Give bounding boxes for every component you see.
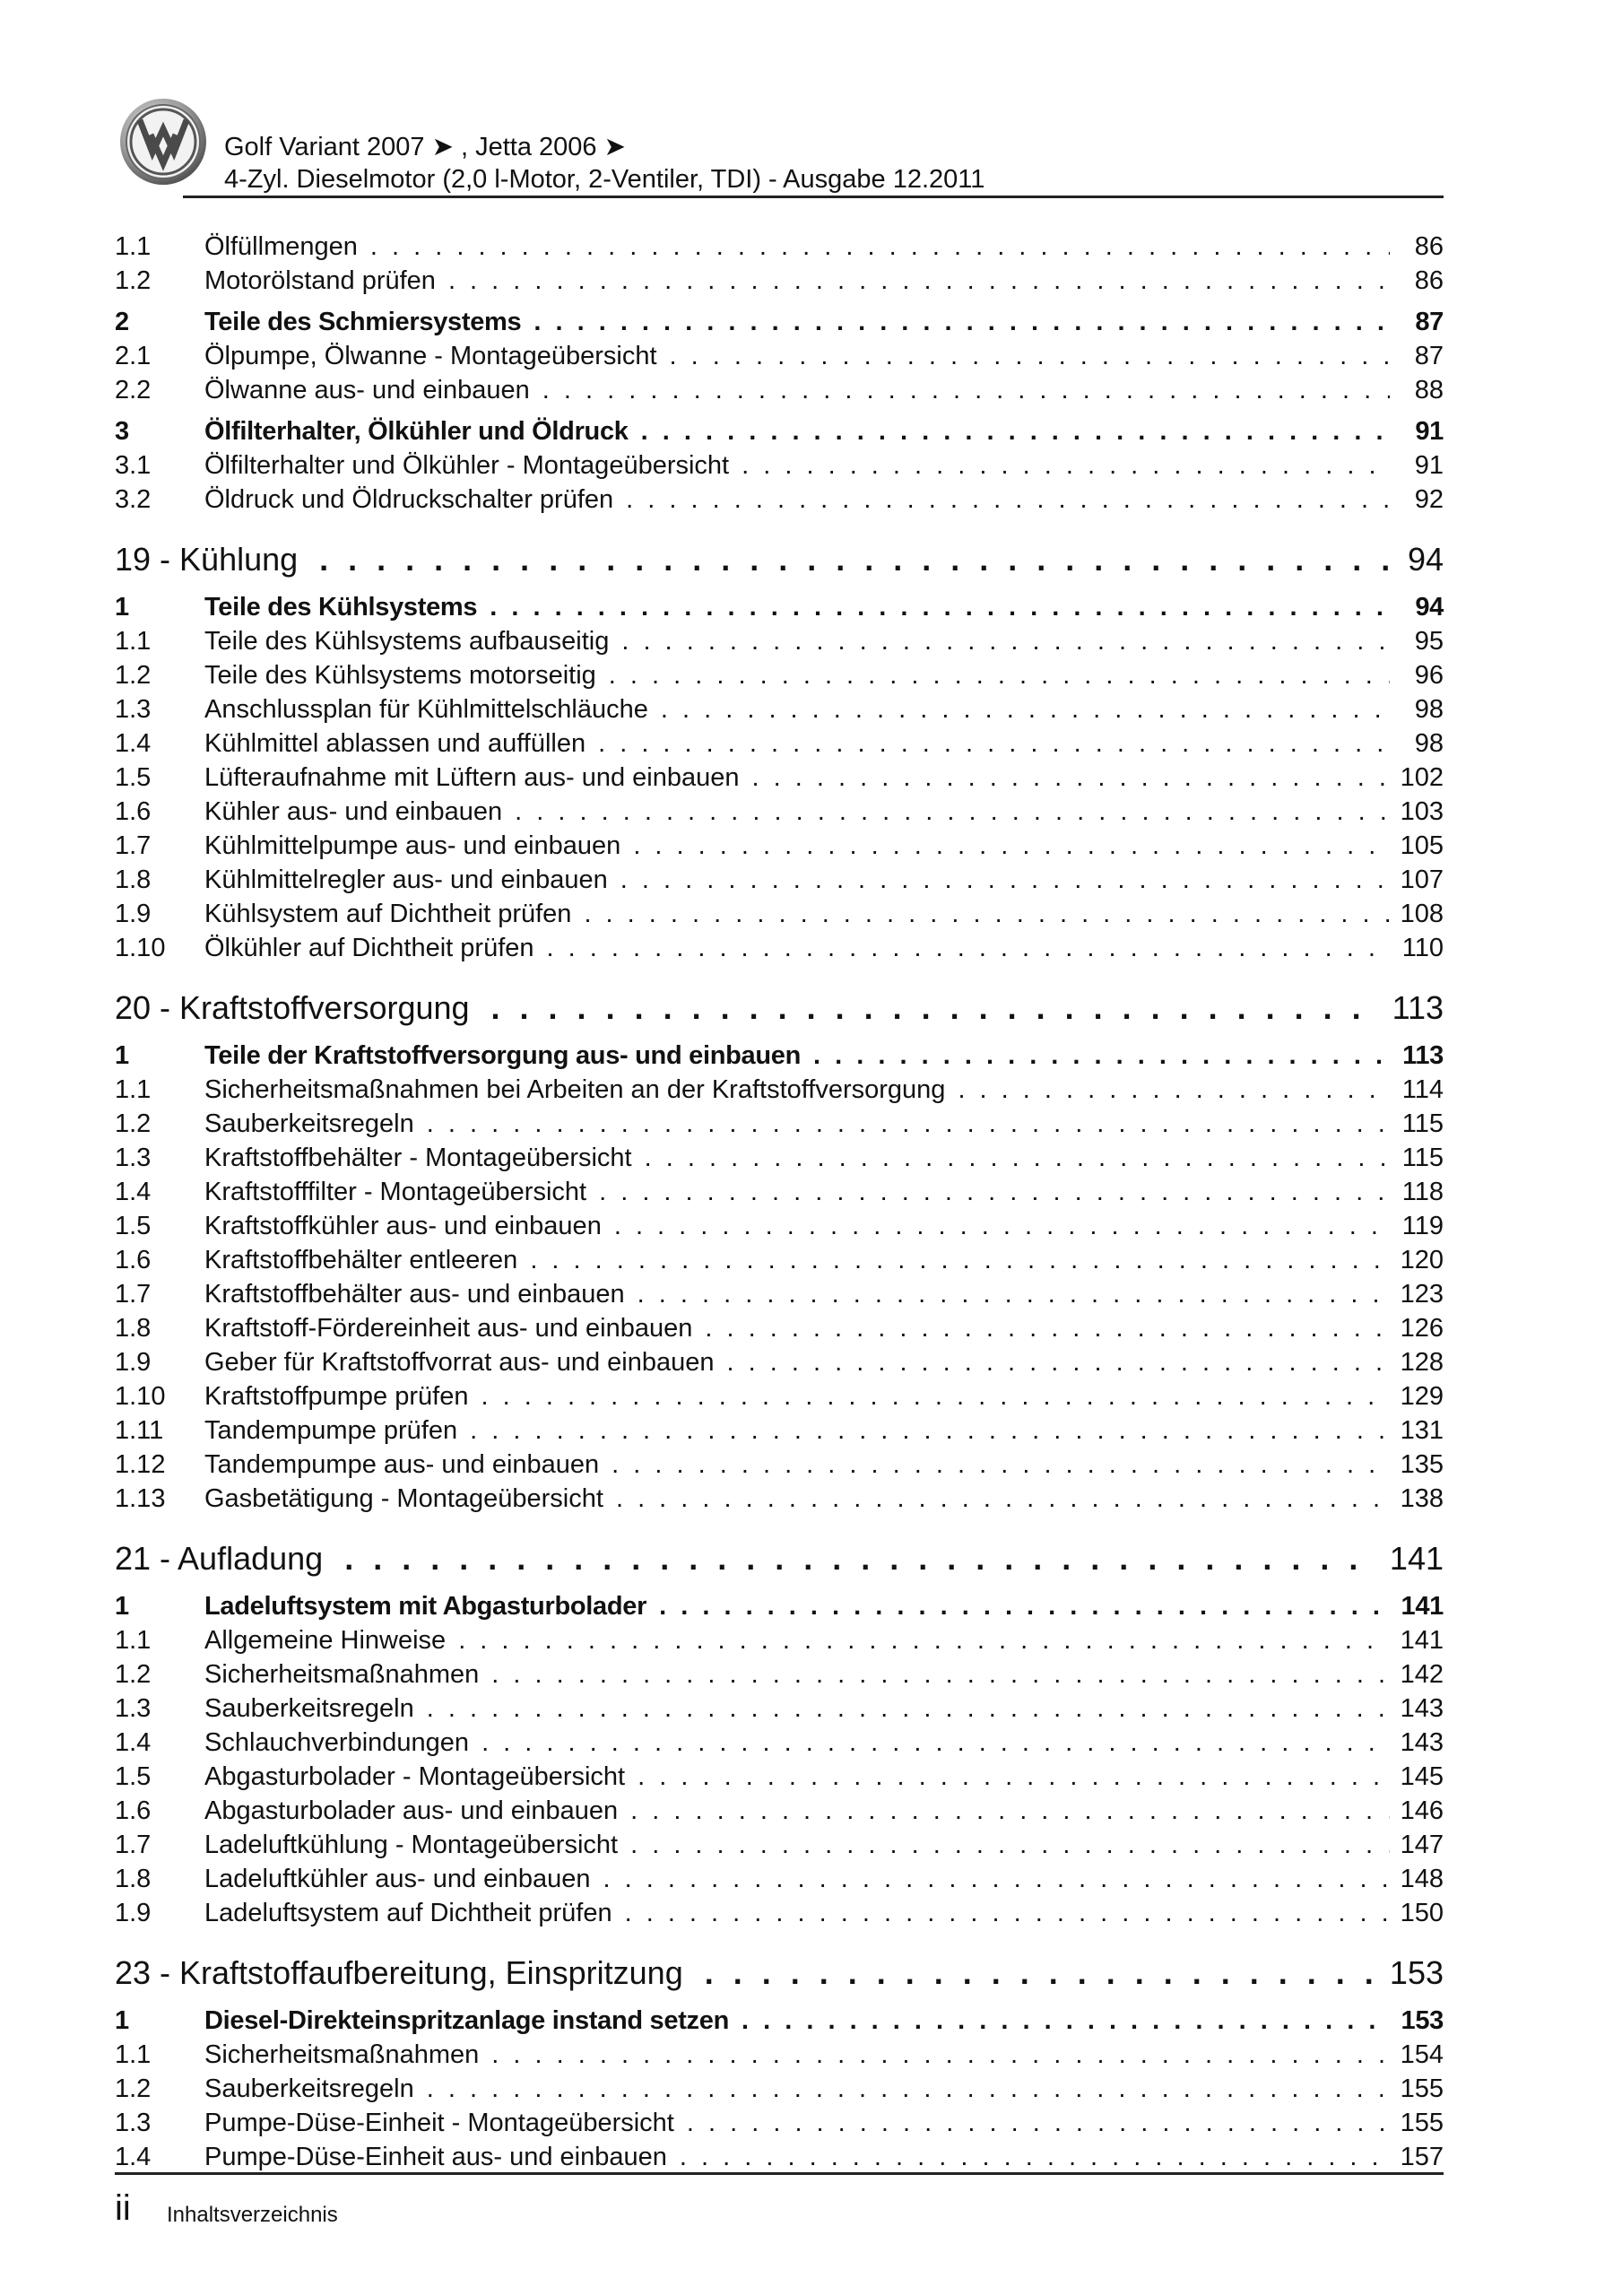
dot-leader — [609, 658, 1390, 692]
toc-entry-title: Teile des Kühlsystems motorseitig — [204, 661, 596, 690]
toc-entry[interactable] — [115, 1345, 1444, 1379]
toc-entry-number: 1.3 — [115, 695, 152, 724]
toc-entry-title: Kühlmittel ablassen und auffüllen — [204, 729, 586, 758]
toc-entry-page: 113 — [1392, 989, 1444, 1026]
toc-entry-number: 1.8 — [115, 1865, 152, 1893]
toc-entry-page: 129 — [1400, 1382, 1444, 1411]
toc-entry[interactable] — [115, 863, 1444, 897]
toc-entry[interactable] — [115, 448, 1444, 483]
toc-entry-number: 1.2 — [115, 1109, 152, 1138]
dot-leader — [633, 829, 1389, 863]
toc-entry[interactable] — [115, 1692, 1444, 1726]
toc-entry-page: 148 — [1400, 1865, 1444, 1893]
toc-entry-title: Gasbetätigung - Montageübersicht — [204, 1484, 603, 1513]
toc-entry-number: 1.7 — [115, 1831, 152, 1859]
toc-entry-title: Teile des Kühlsystems — [204, 593, 478, 622]
toc-entry-title: Kühlmittelpumpe aus- und einbauen — [204, 831, 621, 860]
toc-entry-title: Ladeluftsystem mit Abgasturbolader — [204, 1592, 647, 1621]
dot-leader — [625, 1896, 1390, 1930]
dot-leader — [533, 305, 1390, 339]
toc-entry-title: Ölwanne aus- und einbauen — [204, 376, 530, 404]
toc-entry-number: 2 — [115, 308, 129, 336]
dot-leader — [641, 414, 1390, 448]
toc-entry-title: Anschlussplan für Kühlmittelschläuche — [204, 695, 648, 724]
toc-entry-title: Ölfüllmengen — [204, 232, 358, 261]
toc-entry[interactable] — [115, 726, 1444, 761]
toc-entry-page: 157 — [1400, 2143, 1444, 2171]
toc-entry-number: 1.1 — [115, 232, 152, 261]
toc-entry-title: Kraftstoffkühler aus- und einbauen — [204, 1212, 602, 1240]
dot-leader — [598, 726, 1390, 761]
dot-leader — [620, 863, 1390, 897]
dot-leader — [742, 2004, 1390, 2038]
toc-entry[interactable] — [115, 795, 1444, 829]
toc-entry-number: 1.9 — [115, 1899, 152, 1927]
toc-entry[interactable] — [115, 1726, 1444, 1760]
toc-entry-page: 143 — [1400, 1694, 1444, 1723]
toc-entry-number: 1.3 — [115, 1694, 152, 1723]
dot-leader — [661, 692, 1390, 726]
dot-leader — [742, 448, 1390, 483]
page-header — [115, 97, 1442, 196]
dot-leader — [670, 339, 1390, 373]
toc-entry-number: 3.1 — [115, 451, 152, 480]
toc-entry-number: 1.1 — [115, 1075, 152, 1104]
toc-entry-page: 150 — [1400, 1899, 1444, 1927]
toc-entry[interactable] — [115, 590, 1444, 624]
toc-entry-number: 1 — [115, 2006, 129, 2035]
toc-entry-title: Sicherheitsmaßnahmen — [204, 2040, 480, 2069]
toc-entry-number: 1.6 — [115, 1246, 152, 1274]
toc-entry-page: 155 — [1400, 2074, 1444, 2103]
toc-entry-title: Öldruck und Öldruckschalter prüfen — [204, 485, 614, 514]
toc-entry-page: 98 — [1414, 695, 1444, 724]
dot-leader — [547, 931, 1390, 965]
toc-entry-number: 1.2 — [115, 2074, 152, 2103]
toc-entry[interactable] — [115, 2140, 1444, 2174]
toc-entry-page: 87 — [1415, 308, 1444, 336]
toc-entry-page: 87 — [1414, 342, 1444, 370]
toc-entry[interactable] — [115, 1141, 1444, 1175]
toc-entry-number: 1.7 — [115, 1280, 152, 1309]
toc-entry-title: Diesel-Direkteinspritzanlage instand setzen — [204, 2006, 729, 2035]
toc-entry[interactable] — [115, 1311, 1444, 1345]
toc-entry-page: 141 — [1400, 1626, 1444, 1655]
dot-leader — [638, 1760, 1389, 1794]
toc-entry-number: 1.1 — [115, 1626, 152, 1655]
toc-entry-title: Ladeluftkühler aus- und einbauen — [204, 1865, 591, 1893]
dot-leader — [515, 795, 1389, 829]
toc-entry-page: 114 — [1401, 1075, 1444, 1104]
dot-leader — [603, 1862, 1390, 1896]
toc-entry-title: 23 - Kraftstoffaufbereitung, Einspritzung — [115, 1954, 683, 1991]
toc-entry-title: Sauberkeitsregeln — [204, 2074, 414, 2103]
toc-entry-title: Schlauchverbindungen — [204, 1728, 470, 1757]
toc-entry[interactable] — [115, 2072, 1444, 2106]
toc-entry-page: 138 — [1400, 1484, 1444, 1513]
toc-entry-number: 1.9 — [115, 900, 152, 928]
toc-entry-page: 105 — [1400, 831, 1444, 860]
dot-leader — [630, 1828, 1390, 1862]
toc-entry[interactable] — [115, 339, 1444, 373]
dot-leader — [458, 1623, 1389, 1657]
toc-entry-title: Lüfteraufnahme mit Lüftern aus- und einbauen — [204, 763, 740, 792]
toc-entry-page: 142 — [1400, 1660, 1444, 1689]
toc-entry-number: 1.1 — [115, 627, 152, 656]
toc-entry-page: 126 — [1400, 1314, 1444, 1343]
toc-entry[interactable] — [115, 264, 1444, 298]
toc-entry[interactable] — [115, 1379, 1444, 1413]
toc-entry[interactable] — [115, 2106, 1444, 2140]
toc-entry[interactable] — [115, 1623, 1444, 1657]
dot-leader — [614, 1209, 1390, 1243]
toc-entry-number: 1.3 — [115, 2109, 152, 2137]
toc-entry-title: Motorölstand prüfen — [204, 266, 436, 295]
toc-entry-title: Sicherheitsmaßnahmen — [204, 1660, 480, 1689]
toc-entry-page: 131 — [1400, 1416, 1444, 1445]
toc-entry-title: 20 - Kraftstoffversorgung — [115, 989, 470, 1026]
dot-leader — [491, 2038, 1389, 2072]
toc-entry-page: 91 — [1414, 451, 1444, 480]
toc-entry-page: 113 — [1402, 1041, 1444, 1070]
toc-entry-title: Kraftstoff-Fördereinheit aus- und einbauen — [204, 1314, 693, 1343]
toc-entry-title: Teile des Schmiersystems — [204, 308, 522, 336]
toc-entry-number: 1.4 — [115, 1178, 152, 1206]
toc-entry-title: Ladeluftkühlung - Montageübersicht — [204, 1831, 619, 1859]
toc-entry-number: 1.2 — [115, 1660, 152, 1689]
toc-entry-title: Pumpe-Düse-Einheit aus- und einbauen — [204, 2143, 667, 2171]
toc-entry-number: 1 — [115, 1592, 129, 1621]
toc-entry[interactable] — [115, 1413, 1444, 1448]
toc-entry[interactable] — [115, 1482, 1444, 1516]
toc-entry-page: 92 — [1414, 485, 1444, 514]
dot-leader — [491, 1657, 1389, 1692]
dot-leader — [645, 1141, 1390, 1175]
vw-logo-icon — [118, 97, 208, 187]
dot-leader — [630, 1794, 1389, 1828]
toc-entry-title: Kraftstoffbehälter aus- und einbauen — [204, 1280, 625, 1309]
toc-entry-number: 1.2 — [115, 661, 152, 690]
toc-entry-page: 135 — [1400, 1450, 1444, 1479]
toc-entry-title: 19 - Kühlung — [115, 541, 299, 578]
footer-divider — [115, 2172, 1444, 2175]
toc-entry-title: Ölkühler auf Dichtheit prüfen — [204, 934, 534, 962]
toc-entry-page: 95 — [1414, 627, 1444, 656]
toc-entry-title: Ölfilterhalter, Ölkühler und Öldruck — [204, 417, 629, 446]
toc-entry-number: 3.2 — [115, 485, 152, 514]
toc-entry-page: 94 — [1407, 541, 1444, 578]
toc-entry[interactable] — [115, 1107, 1444, 1141]
dot-leader — [491, 985, 1382, 1031]
toc-entry-title: Geber für Kraftstoffvorrat aus- und einbauen — [204, 1348, 715, 1377]
toc-entry[interactable] — [115, 1794, 1444, 1828]
footer-page-number: ii — [115, 2188, 131, 2228]
toc-entry-title: Kühler aus- und einbauen — [204, 797, 503, 826]
dot-leader — [481, 1726, 1390, 1760]
toc-entry-title: Sicherheitsmaßnahmen bei Arbeiten an der Kraftstoffversorgung — [204, 1075, 946, 1104]
toc-entry[interactable] — [115, 692, 1444, 726]
toc-entry[interactable] — [115, 1277, 1444, 1311]
toc-entry[interactable] — [115, 373, 1444, 407]
toc-entry[interactable] — [115, 230, 1444, 264]
toc-entry[interactable] — [115, 305, 1444, 339]
dot-leader — [599, 1175, 1390, 1209]
toc-entry[interactable] — [115, 931, 1444, 965]
dot-leader — [427, 2072, 1390, 2106]
toc-entry-page: 115 — [1401, 1144, 1444, 1172]
toc-entry-page: 98 — [1414, 729, 1444, 758]
toc-chapter[interactable] — [115, 536, 1444, 583]
toc-entry-title: Teile des Kühlsystems aufbauseitig — [204, 627, 610, 656]
toc-entry-page: 103 — [1400, 797, 1444, 826]
toc-entry-number: 1.13 — [115, 1484, 166, 1513]
toc-entry-number: 1.8 — [115, 1314, 152, 1343]
dot-leader — [370, 230, 1390, 264]
toc-entry-page: 154 — [1400, 2040, 1444, 2069]
toc-entry-page: 110 — [1401, 934, 1444, 962]
toc-entry[interactable] — [115, 829, 1444, 863]
toc-entry-number: 1.11 — [115, 1416, 164, 1445]
toc-entry-title: Kühlmittelregler aus- und einbauen — [204, 865, 608, 894]
toc-entry[interactable] — [115, 1896, 1444, 1930]
dot-leader — [638, 1277, 1390, 1311]
toc-entry-title: Ölpumpe, Ölwanne - Montageübersicht — [204, 342, 657, 370]
toc-entry-page: 141 — [1401, 1592, 1444, 1621]
toc-entry[interactable] — [115, 1760, 1444, 1794]
document-title: Golf Variant 2007 ➤ , Jetta 2006 ➤ — [224, 133, 626, 161]
toc-entry-title: Kraftstoffpumpe prüfen — [204, 1382, 469, 1411]
toc-entry-title: Kühlsystem auf Dichtheit prüfen — [204, 900, 572, 928]
toc-entry[interactable] — [115, 414, 1444, 448]
dot-leader — [687, 2106, 1390, 2140]
toc-entry-number: 1.5 — [115, 1762, 152, 1791]
dot-leader — [612, 1448, 1389, 1482]
toc-entry-number: 1.5 — [115, 1212, 152, 1240]
toc-entry-title: Teile der Kraftstoffversorgung aus- und einbauen — [204, 1041, 802, 1070]
toc-entry[interactable] — [115, 897, 1444, 931]
dot-leader — [490, 590, 1390, 624]
toc-entry-page: 96 — [1414, 661, 1444, 690]
toc-entry-page: 118 — [1401, 1178, 1444, 1206]
toc-entry-title: Ölfilterhalter und Ölkühler - Montageübersicht — [204, 451, 730, 480]
toc-entry-page: 94 — [1415, 593, 1444, 622]
toc-entry-number: 1 — [115, 1041, 129, 1070]
dot-leader — [427, 1107, 1390, 1141]
toc-entry-number: 1.6 — [115, 797, 152, 826]
toc-entry-page: 128 — [1400, 1348, 1444, 1377]
toc-entry[interactable] — [115, 1209, 1444, 1243]
toc-chapter[interactable] — [115, 985, 1444, 1031]
dot-leader — [616, 1482, 1390, 1516]
toc-entry-title: Ladeluftsystem auf Dichtheit prüfen — [204, 1899, 612, 1927]
toc-chapter[interactable] — [115, 1950, 1444, 1996]
toc-entry-number: 1.4 — [115, 729, 152, 758]
toc-entry[interactable] — [115, 1828, 1444, 1862]
toc-entry[interactable] — [115, 483, 1444, 517]
dot-leader — [584, 897, 1389, 931]
toc-entry[interactable] — [115, 1657, 1444, 1692]
toc-entry[interactable] — [115, 761, 1444, 795]
dot-leader — [705, 1311, 1389, 1345]
toc-entry[interactable] — [115, 1039, 1444, 1073]
toc-entry[interactable] — [115, 1589, 1444, 1623]
toc-entry-title: Tandempumpe prüfen — [204, 1416, 458, 1445]
dot-leader — [542, 373, 1390, 407]
toc-entry-number: 2.1 — [115, 342, 152, 370]
toc-entry-number: 1.8 — [115, 865, 152, 894]
toc-entry-page: 91 — [1415, 417, 1444, 446]
dot-leader — [448, 264, 1390, 298]
toc-chapter[interactable] — [115, 1535, 1444, 1582]
dot-leader — [626, 483, 1390, 517]
toc-entry-title: Kraftstofffilter - Montageübersicht — [204, 1178, 587, 1206]
toc-entry-page: 108 — [1400, 900, 1444, 928]
toc-entry-page: 102 — [1400, 763, 1444, 792]
toc-entry[interactable] — [115, 1862, 1444, 1896]
toc-entry[interactable] — [115, 2004, 1444, 2038]
toc-entry[interactable] — [115, 1243, 1444, 1277]
dot-leader — [319, 536, 1390, 583]
toc-entry-title: Kraftstoffbehälter entleeren — [204, 1246, 518, 1274]
dot-leader — [530, 1243, 1389, 1277]
dot-leader — [680, 2140, 1390, 2174]
toc-entry[interactable] — [115, 658, 1444, 692]
toc-entry-page: 86 — [1414, 266, 1444, 295]
toc-entry-page: 155 — [1400, 2109, 1444, 2137]
toc-entry-page: 88 — [1414, 376, 1444, 404]
dot-leader — [813, 1039, 1390, 1073]
toc-entry-number: 1.7 — [115, 831, 152, 860]
toc-entry-title: Kraftstoffbehälter - Montageübersicht — [204, 1144, 632, 1172]
toc-entry-title: Pumpe-Düse-Einheit - Montageübersicht — [204, 2109, 674, 2137]
toc-entry-number: 1.10 — [115, 934, 166, 962]
dot-leader — [752, 761, 1390, 795]
footer-section-label: Inhaltsverzeichnis — [167, 2203, 338, 2227]
toc-entry-title: Allgemeine Hinweise — [204, 1626, 447, 1655]
toc-entry-title: Sauberkeitsregeln — [204, 1694, 414, 1723]
toc-entry[interactable] — [115, 2038, 1444, 2072]
toc-entry[interactable] — [115, 624, 1444, 658]
toc-entry-number: 1.1 — [115, 2040, 152, 2069]
toc-entry-number: 1.4 — [115, 1728, 152, 1757]
table-of-contents — [115, 230, 1444, 2174]
toc-entry-title: Abgasturbolader aus- und einbauen — [204, 1796, 619, 1825]
dot-leader — [727, 1345, 1390, 1379]
dot-leader — [958, 1073, 1390, 1107]
dot-leader — [481, 1379, 1389, 1413]
dot-leader — [470, 1413, 1389, 1448]
dot-leader — [621, 624, 1390, 658]
document-subtitle: 4-Zyl. Dieselmotor (2,0 l-Motor, 2-Ventiler, TDI) - Ausgabe 12.2011 — [224, 165, 985, 194]
toc-entry-page: 153 — [1401, 2006, 1444, 2035]
toc-entry-number: 3 — [115, 417, 129, 446]
toc-entry-page: 115 — [1401, 1109, 1444, 1138]
toc-entry-number: 1.4 — [115, 2143, 152, 2171]
dot-leader — [705, 1950, 1379, 1996]
toc-entry-number: 1 — [115, 593, 129, 622]
toc-entry-page: 120 — [1400, 1246, 1444, 1274]
header-divider — [183, 196, 1444, 198]
toc-entry-number: 1.3 — [115, 1144, 152, 1172]
toc-entry-number: 1.5 — [115, 763, 152, 792]
toc-entry[interactable] — [115, 1073, 1444, 1107]
toc-entry-page: 119 — [1401, 1212, 1444, 1240]
toc-entry-number: 1.12 — [115, 1450, 166, 1479]
toc-entry-number: 2.2 — [115, 376, 152, 404]
toc-entry-title: Abgasturbolader - Montageübersicht — [204, 1762, 626, 1791]
toc-entry-title: Sauberkeitsregeln — [204, 1109, 414, 1138]
toc-entry-page: 143 — [1400, 1728, 1444, 1757]
toc-entry-number: 1.9 — [115, 1348, 152, 1377]
dot-leader — [427, 1692, 1390, 1726]
toc-entry-page: 147 — [1400, 1831, 1444, 1859]
dot-leader — [659, 1589, 1390, 1623]
toc-entry-page: 86 — [1414, 232, 1444, 261]
toc-entry-page: 153 — [1389, 1954, 1444, 1991]
toc-entry-page: 146 — [1400, 1796, 1444, 1825]
dot-leader — [344, 1535, 1379, 1582]
toc-entry-number: 1.6 — [115, 1796, 152, 1825]
toc-entry[interactable] — [115, 1175, 1444, 1209]
toc-entry[interactable] — [115, 1448, 1444, 1482]
toc-entry-number: 1.2 — [115, 266, 152, 295]
toc-entry-page: 123 — [1400, 1280, 1444, 1309]
toc-entry-page: 141 — [1389, 1540, 1444, 1577]
toc-entry-page: 107 — [1400, 865, 1444, 894]
toc-entry-title: Tandempumpe aus- und einbauen — [204, 1450, 600, 1479]
toc-entry-number: 1.10 — [115, 1382, 166, 1411]
toc-entry-title: 21 - Aufladung — [115, 1540, 324, 1577]
toc-entry-page: 145 — [1400, 1762, 1444, 1791]
